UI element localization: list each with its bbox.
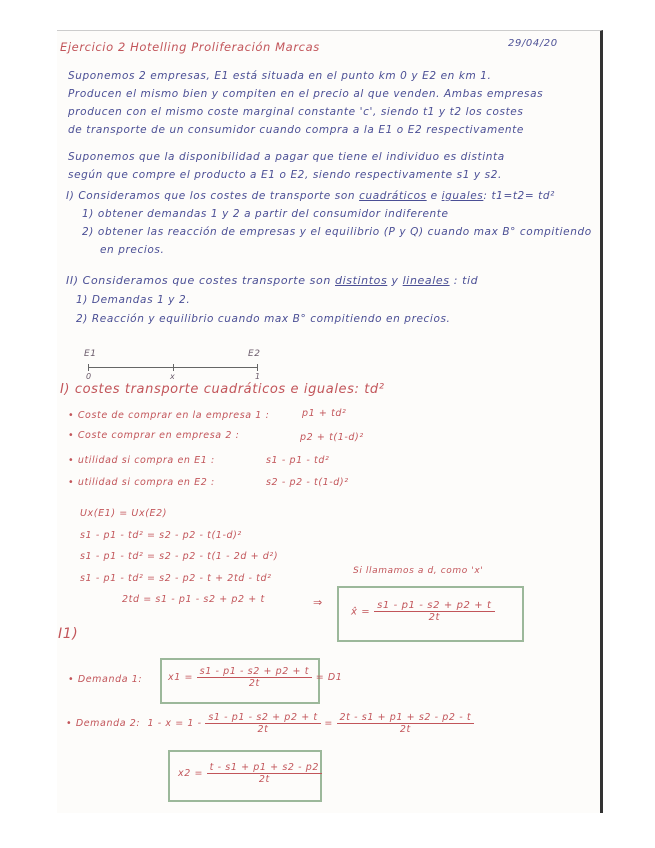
bullet-expr: p2 + t(1-d)² bbox=[300, 432, 364, 443]
numerator: s1 - p1 - s2 + p2 + t bbox=[205, 712, 320, 724]
result-x-hat bbox=[351, 600, 495, 623]
intro-line: producen con el mismo coste marginal constante 'c', siendo t1 y t2 los costes bbox=[68, 106, 524, 118]
part2-formula: : tid bbox=[453, 274, 479, 287]
denominator: 2t bbox=[258, 774, 270, 785]
denominator: 2t bbox=[248, 678, 260, 689]
part2-underlined-1: distintos bbox=[335, 274, 388, 287]
intro2-line: Suponemos que la disponibilidad a pagar que tiene el individuo es distinta bbox=[68, 151, 505, 163]
part1-item: 1) obtener demandas 1 y 2 a partir del consumidor indiferente bbox=[82, 208, 449, 220]
bullet-label: • utilidad si compra en E1 : bbox=[68, 455, 215, 466]
bullet-label: • Coste comprar en empresa 2 : bbox=[68, 430, 240, 441]
intro-line: Producen el mismo bien y compiten en el precio al que venden. Ambas empresas bbox=[68, 88, 544, 100]
part1-prefix: I) Consideramos que los costes de transporte son bbox=[66, 190, 356, 202]
part2-underlined-2: lineales bbox=[402, 274, 450, 287]
part2-prefix: II) Consideramos que costes transporte son bbox=[66, 274, 331, 287]
bullet-expr: p1 + td² bbox=[302, 408, 347, 419]
axis-right-label: E2 bbox=[248, 349, 261, 359]
section1-heading: I) costes transporte cuadráticos e iguales: td² bbox=[60, 382, 385, 397]
part1-underlined-2: iguales bbox=[441, 190, 484, 202]
derivation-line: Ux(E1) = Ux(E2) bbox=[80, 508, 168, 519]
part2-item: 2) Reacción y equilibrio cuando max B° compitiendo en precios. bbox=[76, 313, 451, 325]
axis-tick bbox=[173, 364, 174, 371]
demand1-fraction bbox=[197, 666, 312, 689]
demand2-fraction-1 bbox=[205, 712, 320, 735]
numerator: 2t - s1 + p1 + s2 - p2 - t bbox=[337, 712, 475, 724]
demand2-expr: 1 - x = 1 - bbox=[147, 718, 202, 729]
axis-tick-label: x bbox=[170, 372, 176, 381]
denominator: 2t bbox=[428, 612, 441, 623]
demand1-tail: = D1 bbox=[315, 672, 343, 683]
result-lhs: x̂ = bbox=[351, 606, 371, 618]
bullet-label: • utilidad si compra en E2 : bbox=[68, 477, 215, 488]
intro-line: Suponemos 2 empresas, E1 está situada en el punto km 0 y E2 en km 1. bbox=[68, 70, 492, 82]
axis-left-label: E1 bbox=[84, 349, 97, 359]
substitution-note: Si llamamos a d, como 'x' bbox=[353, 566, 484, 576]
intro2-line: según que compre el producto a E1 o E2, siendo respectivamente s1 y s2. bbox=[68, 169, 502, 181]
part2-item: 1) Demandas 1 y 2. bbox=[76, 294, 191, 306]
numerator: t - s1 + p1 + s2 - p2 bbox=[207, 762, 322, 774]
part1-mid: e bbox=[430, 190, 438, 202]
section11-heading: I1) bbox=[58, 626, 79, 642]
part1-statement bbox=[66, 190, 555, 202]
derivation-line: s1 - p1 - td² = s2 - p2 - t(1-d)² bbox=[80, 530, 242, 541]
part1-item: 2) obtener las reacción de empresas y el equilibrio (P y Q) cuando max B° compitiendo bbox=[82, 226, 592, 238]
part1-item: en precios. bbox=[100, 244, 165, 256]
demand2-label: • Demanda 2: bbox=[66, 718, 141, 729]
demand2-fraction-2 bbox=[337, 712, 475, 735]
derivation-line: s1 - p1 - td² = s2 - p2 - t + 2td - td² bbox=[80, 573, 272, 584]
intro-line: de transporte de un consumidor cuando compra a la E1 o E2 respectivamente bbox=[68, 124, 524, 136]
demand1-box bbox=[160, 658, 343, 704]
result-fraction bbox=[374, 600, 495, 623]
demand2-result bbox=[178, 762, 322, 785]
axis-tick bbox=[257, 364, 258, 371]
bullet-expr: s2 - p2 - t(1-d)² bbox=[266, 477, 349, 488]
equals: = bbox=[324, 718, 333, 729]
axis-tick bbox=[88, 364, 89, 371]
part1-underlined-1: cuadráticos bbox=[359, 190, 427, 202]
demand1-label: • Demanda 1: bbox=[68, 674, 143, 685]
demand1-lhs: x1 = bbox=[168, 672, 194, 683]
bullet-label: • Coste de comprar en la empresa 1 : bbox=[68, 410, 270, 421]
demand2-result-box bbox=[168, 750, 322, 802]
unit-segment-axis bbox=[88, 367, 258, 368]
axis-tick-label: 0 bbox=[86, 372, 92, 381]
bullet-expr: s1 - p1 - td² bbox=[266, 455, 330, 466]
notebook-page bbox=[57, 30, 603, 813]
part2-mid: y bbox=[391, 274, 399, 287]
derivation-line: s1 - p1 - td² = s2 - p2 - t(1 - 2d + d²) bbox=[80, 551, 279, 562]
result2-fraction bbox=[207, 762, 322, 785]
result2-lhs: x2 = bbox=[178, 768, 204, 779]
part1-formula: : t1=t2= td² bbox=[483, 190, 555, 202]
date: 29/04/20 bbox=[508, 38, 558, 49]
derivation-line: 2td = s1 - p1 - s2 + p2 + t bbox=[122, 594, 265, 605]
denominator: 2t bbox=[257, 724, 269, 735]
result-box-x-hat bbox=[337, 586, 524, 642]
denominator: 2t bbox=[399, 724, 411, 735]
axis-tick-label: 1 bbox=[255, 372, 261, 381]
implies-arrow: ⇒ bbox=[313, 596, 323, 609]
numerator: s1 - p1 - s2 + p2 + t bbox=[197, 666, 312, 678]
page-title: Ejercicio 2 Hotelling Proliferación Marcas bbox=[60, 40, 320, 54]
demand2-line bbox=[66, 712, 474, 735]
part2-statement bbox=[66, 274, 478, 287]
numerator: s1 - p1 - s2 + p2 + t bbox=[374, 600, 495, 612]
demand1-expr bbox=[168, 666, 342, 689]
